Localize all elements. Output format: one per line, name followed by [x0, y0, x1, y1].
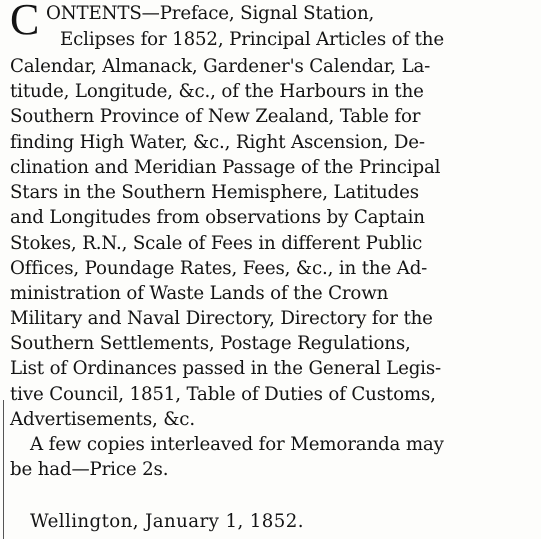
- notice-line-2: Eclipses for 1852, Principal Articles of the: [60, 29, 444, 50]
- notice-line-16: tive Council, 1851, Table of Duties of Customs,: [10, 384, 436, 405]
- notice-line-14: Southern Settlements, Postage Regulations,: [10, 333, 411, 354]
- notice-line-5: Southern Province of New Zealand, Table for: [10, 106, 421, 127]
- notice-dateline: Wellington, January 1, 1852.: [30, 511, 304, 532]
- notice-line-7: clination and Meridian Passage of the Principal: [10, 157, 441, 178]
- notice-line-18: A few copies interleaved for Memoranda may: [30, 434, 444, 455]
- notice-line-9: and Longitudes from observations by Captain: [10, 207, 425, 228]
- notice-line-3: Calendar, Almanack, Gardener's Calendar, La-: [10, 56, 431, 77]
- notice-line-6: finding High Water, &c., Right Ascension, De-: [10, 132, 425, 153]
- notice-line-11: Offices, Poundage Rates, Fees, &c., in the Ad-: [10, 258, 428, 279]
- notice-line-1: ONTENTS—Preface, Signal Station,: [46, 3, 375, 24]
- notice-line-13: Military and Naval Directory, Directory for the: [10, 308, 433, 329]
- notice-line-8: Stars in the Southern Hemisphere, Latitudes: [10, 182, 419, 203]
- notice-line-19: be had—Price 2s.: [10, 459, 169, 480]
- notice-line-4: titude, Longitude, &c., of the Harbours in the: [10, 81, 424, 102]
- notice-line-10: Stokes, R.N., Scale of Fees in different Public: [10, 233, 423, 254]
- column-rule: [3, 400, 4, 539]
- notice-line-15: List of Ordinances passed in the General Legis-: [10, 358, 442, 379]
- notice-line-17: Advertisements, &c.: [10, 409, 195, 430]
- notice-line-12: ministration of Waste Lands of the Crown: [10, 283, 389, 304]
- drop-cap: C: [10, 0, 40, 44]
